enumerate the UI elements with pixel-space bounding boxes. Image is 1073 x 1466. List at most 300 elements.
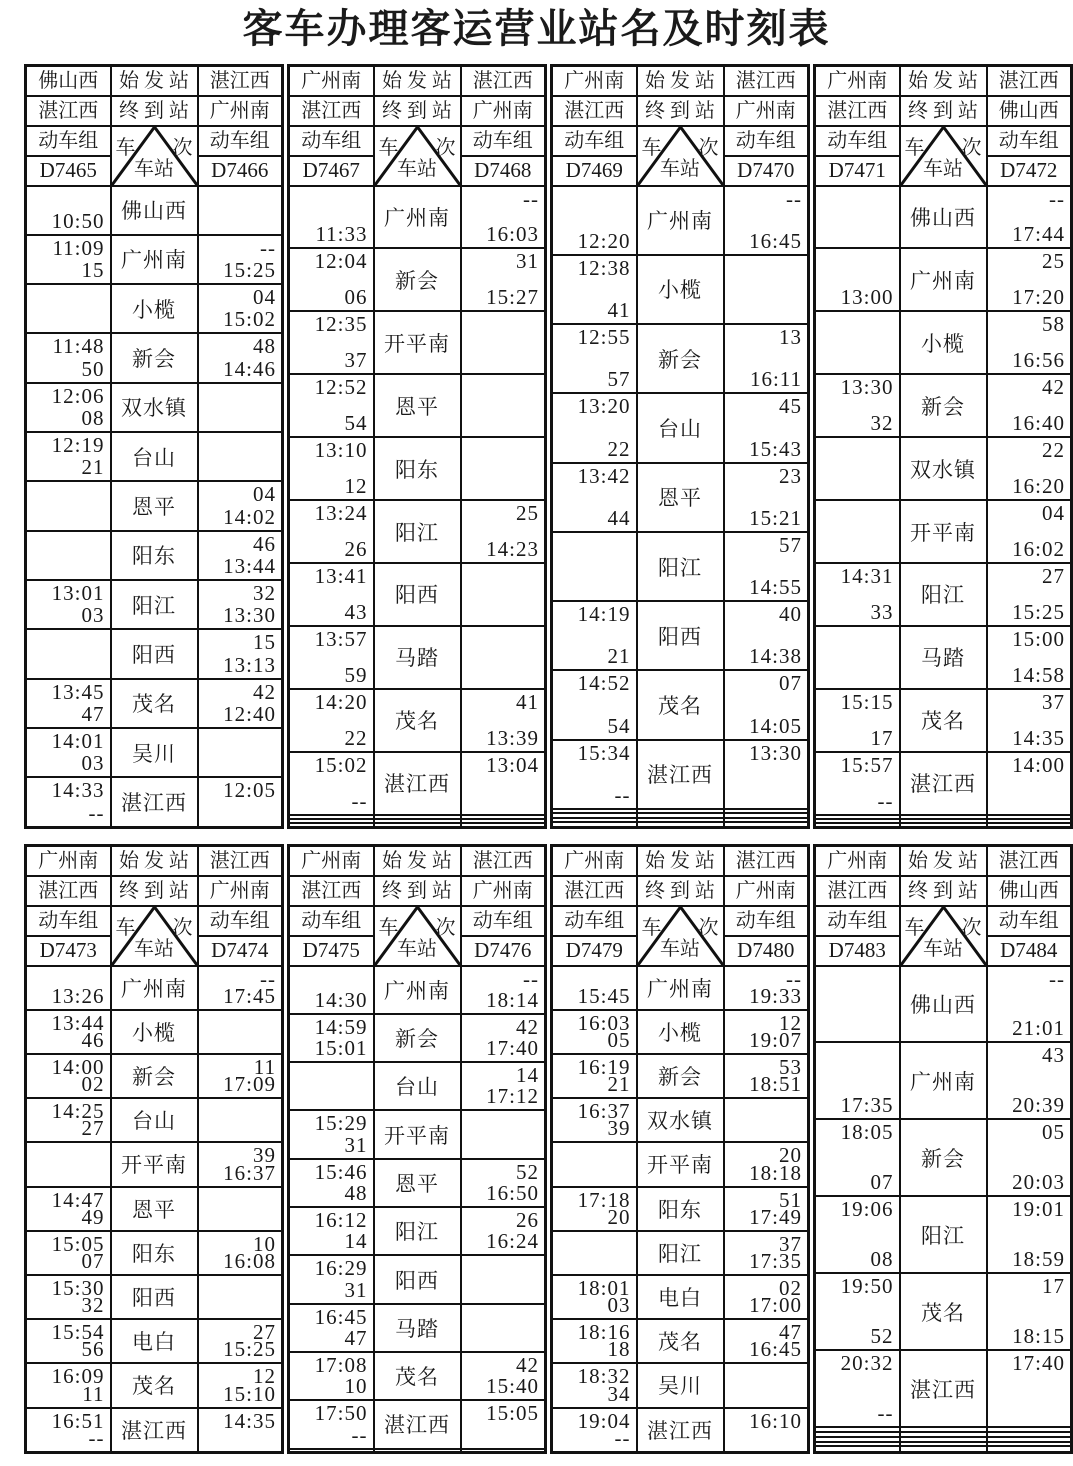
- down-time-cell: [289, 1352, 374, 1400]
- station-name: 新会: [111, 1054, 198, 1098]
- station-row: [552, 255, 809, 324]
- up-time-cell: [987, 311, 1072, 374]
- up-arrive-time: 14:02: [223, 504, 276, 529]
- down-time-cell: [552, 532, 637, 601]
- station-name: 佛山西: [111, 186, 198, 235]
- origin-row: [552, 846, 809, 876]
- station-row: [289, 689, 546, 752]
- up-depart-time: --: [786, 186, 802, 211]
- up-time-cell: [724, 255, 809, 324]
- number-char-label: 次: [698, 136, 719, 159]
- up-time-cell: [198, 432, 283, 481]
- down-depart-time: 15:01: [314, 1036, 368, 1061]
- train-number-station-diagonal-cell: [637, 126, 724, 186]
- station-name: 吴川: [111, 728, 198, 777]
- down-arrive-time: 13:30: [840, 375, 894, 400]
- down-arrive-time: 13:41: [314, 564, 368, 589]
- station-row: [815, 752, 1072, 815]
- up-arrive-time: 16:45: [749, 228, 802, 253]
- up-depart-time: 11: [253, 1054, 276, 1079]
- up-arrive-time: 16:24: [486, 1229, 539, 1254]
- terminal-label: 终 到 站: [111, 876, 198, 906]
- left-train-number: D7469: [552, 156, 637, 186]
- down-depart-time: --: [88, 801, 105, 825]
- station-name: 湛江西: [637, 1408, 724, 1453]
- down-arrive-time: 15:05: [51, 1231, 105, 1256]
- station-name: 新会: [374, 1014, 461, 1062]
- station-row: [815, 1196, 1072, 1273]
- down-depart-time: 10: [344, 1374, 368, 1399]
- station-label: 车站: [397, 157, 437, 180]
- up-depart-time: 15:05: [486, 1401, 539, 1426]
- left-train-number: D7483: [815, 936, 900, 966]
- down-arrive-time: 16:19: [577, 1054, 631, 1079]
- up-depart-time: 25: [1042, 249, 1065, 274]
- up-depart-time: 15:00: [1012, 626, 1065, 651]
- down-arrive-time: 13:01: [51, 581, 105, 605]
- down-time-cell: [26, 481, 111, 530]
- up-time-cell: [987, 437, 1072, 500]
- down-time-cell: [289, 752, 374, 815]
- down-time-cell: [552, 1098, 637, 1142]
- left-train-number: D7473: [26, 936, 111, 966]
- number-char-label: 次: [698, 916, 719, 939]
- down-depart-time: 49: [81, 1204, 105, 1229]
- up-arrive-time: 14:05: [749, 713, 802, 738]
- timetable-D7465-D7466: [24, 64, 284, 829]
- up-time-cell: [198, 629, 283, 678]
- down-time-cell: [289, 689, 374, 752]
- station-name: 茂名: [374, 689, 461, 752]
- up-depart-time: 13: [779, 325, 802, 350]
- up-time-cell: [461, 1449, 546, 1453]
- number-char-label: 次: [172, 916, 193, 939]
- station-label: 车站: [660, 157, 700, 180]
- down-depart-time: 31: [344, 1132, 368, 1157]
- up-depart-time: 14:35: [223, 1408, 276, 1433]
- left-train-origin: 佛山西: [26, 66, 111, 96]
- up-time-cell: [987, 1350, 1072, 1427]
- up-time-cell: [987, 1196, 1072, 1273]
- up-time-cell: [724, 1231, 809, 1275]
- left-train-terminal: 湛江西: [289, 96, 374, 126]
- up-time-cell: [724, 532, 809, 601]
- down-depart-time: 37: [344, 348, 368, 373]
- up-time-cell: [724, 1054, 809, 1098]
- station-row: [26, 1098, 283, 1142]
- up-arrive-time: 15:25: [223, 258, 276, 283]
- station-name: 茂名: [900, 1273, 987, 1350]
- down-depart-time: --: [877, 1401, 894, 1426]
- down-time-cell: [289, 1207, 374, 1255]
- down-arrive-time: 17:50: [314, 1401, 368, 1426]
- station-row: [815, 186, 1072, 249]
- down-arrive-time: 13:44: [51, 1010, 105, 1035]
- up-time-cell: [198, 1098, 283, 1142]
- down-depart-time: 12:20: [577, 228, 631, 253]
- up-depart-time: 12: [253, 1364, 276, 1389]
- up-depart-time: 48: [253, 334, 276, 359]
- station-row: [26, 679, 283, 728]
- station-name: 恩平: [111, 1187, 198, 1231]
- down-depart-time: 02: [81, 1072, 105, 1097]
- left-train-origin: 广州南: [26, 846, 111, 876]
- station-name: 茂名: [637, 670, 724, 739]
- right-train-origin: 湛江西: [987, 66, 1072, 96]
- up-depart-time: 14:00: [1012, 752, 1065, 777]
- down-time-cell: [26, 1054, 111, 1098]
- down-arrive-time: 16:03: [577, 1010, 631, 1035]
- station-name: 小榄: [637, 1010, 724, 1054]
- terminal-row: [289, 96, 546, 126]
- down-time-cell: [815, 500, 900, 563]
- down-depart-time: 03: [81, 603, 105, 628]
- empty-row: [289, 823, 546, 828]
- emu-row: [552, 906, 809, 936]
- station-name: 广州南: [900, 248, 987, 311]
- down-depart-time: 59: [344, 662, 368, 687]
- station-name: 台山: [374, 1062, 461, 1110]
- down-arrive-time: 15:02: [314, 752, 368, 777]
- up-arrive-time: 14:38: [749, 644, 802, 669]
- down-depart-time: 06: [344, 285, 368, 310]
- down-depart-time: 22: [607, 436, 631, 461]
- station-name: 开平南: [637, 1142, 724, 1186]
- station-row: [552, 601, 809, 670]
- down-time-cell: [815, 1042, 900, 1119]
- train-number-station-diagonal-cell: [111, 906, 198, 966]
- station-name: 双水镇: [900, 437, 987, 500]
- station-row: [289, 966, 546, 1014]
- down-depart-time: 57: [607, 367, 631, 392]
- up-time-cell: [461, 1255, 546, 1303]
- down-time-cell: [289, 1449, 374, 1453]
- up-arrive-time: 15:25: [223, 1337, 276, 1362]
- up-depart-time: 07: [779, 671, 802, 696]
- down-depart-time: 32: [81, 1293, 105, 1318]
- up-arrive-time: 18:59: [1012, 1247, 1065, 1272]
- up-arrive-time: 17:35: [749, 1248, 802, 1273]
- station-row: [289, 1304, 546, 1352]
- up-time-cell: [198, 580, 283, 629]
- down-time-cell: [289, 626, 374, 689]
- down-arrive-time: 18:01: [577, 1275, 631, 1300]
- up-arrive-time: 14:55: [749, 575, 802, 600]
- down-time-cell: [552, 740, 637, 809]
- down-time-cell: [289, 437, 374, 500]
- up-arrive-time: 16:11: [749, 367, 802, 392]
- station-name: 开平南: [900, 500, 987, 563]
- down-depart-time: 18: [607, 1337, 631, 1362]
- up-time-cell: [724, 822, 809, 827]
- terminal-row: [815, 876, 1072, 906]
- down-depart-time: 47: [344, 1326, 368, 1350]
- down-time-cell: [26, 1142, 111, 1186]
- up-depart-time: 45: [779, 394, 802, 419]
- emu-row: [815, 126, 1072, 156]
- station-row: [552, 1363, 809, 1407]
- up-arrive-time: 14:58: [1012, 662, 1065, 687]
- up-time-cell: [461, 752, 546, 815]
- up-time-cell: [461, 1352, 546, 1400]
- up-depart-time: 13:04: [486, 752, 539, 777]
- station-name: 茂名: [111, 1363, 198, 1407]
- down-time-cell: [815, 248, 900, 311]
- down-depart-time: 07: [870, 1170, 894, 1195]
- down-time-cell: [815, 1446, 900, 1452]
- down-time-cell: [552, 1319, 637, 1363]
- up-arrive-time: 19:07: [749, 1027, 802, 1052]
- up-time-cell: [198, 1231, 283, 1275]
- emu-label: 动车组: [26, 126, 111, 156]
- down-arrive-time: 17:18: [577, 1187, 631, 1212]
- station-name: 马踏: [900, 626, 987, 689]
- station-name: 小榄: [111, 1010, 198, 1054]
- left-train-origin: 广州南: [815, 846, 900, 876]
- down-depart-time: 21: [607, 644, 631, 669]
- down-depart-time: 50: [81, 356, 105, 381]
- down-depart-time: 20: [607, 1204, 631, 1229]
- station-name: 湛江西: [111, 1408, 198, 1453]
- up-time-cell: [724, 1010, 809, 1054]
- up-arrive-time: 17:00: [749, 1293, 802, 1318]
- empty-row: [289, 1449, 546, 1453]
- station-name: 湛江西: [111, 777, 198, 827]
- emu-label: 动车组: [815, 126, 900, 156]
- right-train-terminal: 广州南: [461, 876, 546, 906]
- up-depart-time: 22: [1042, 438, 1065, 463]
- up-time-cell: [724, 1142, 809, 1186]
- up-time-cell: [987, 500, 1072, 563]
- station-row: [815, 626, 1072, 689]
- station-row: [289, 1159, 546, 1207]
- up-time-cell: [461, 1400, 546, 1448]
- up-time-cell: [724, 324, 809, 393]
- up-depart-time: 42: [253, 679, 276, 704]
- timetable-D7473-D7474: [24, 844, 284, 1454]
- station-row: [289, 374, 546, 437]
- station-name: [637, 822, 724, 827]
- empty-row: [552, 822, 809, 827]
- station-name: 佛山西: [900, 966, 987, 1043]
- up-arrive-time: 17:40: [486, 1036, 539, 1061]
- down-time-cell: [552, 1275, 637, 1319]
- down-time-cell: [552, 393, 637, 462]
- station-row: [26, 728, 283, 777]
- down-depart-time: --: [351, 1422, 368, 1447]
- station-row: [26, 1231, 283, 1275]
- down-depart-time: 32: [870, 411, 894, 436]
- up-depart-time: --: [260, 235, 276, 260]
- station-label: 车站: [923, 157, 963, 180]
- left-train-terminal: 湛江西: [815, 876, 900, 906]
- up-depart-time: 42: [516, 1014, 539, 1039]
- train-char-label: 车: [378, 136, 399, 159]
- down-depart-time: 03: [81, 751, 105, 776]
- station-row: [26, 1363, 283, 1407]
- train-number-station-diagonal-cell: [900, 126, 987, 186]
- up-arrive-time: 19:33: [749, 983, 802, 1008]
- emu-label: 动车组: [987, 906, 1072, 936]
- up-time-cell: [461, 1014, 546, 1062]
- right-train-terminal: 广州南: [461, 96, 546, 126]
- up-time-cell: [724, 463, 809, 532]
- emu-label: 动车组: [987, 126, 1072, 156]
- station-row: [26, 235, 283, 284]
- station-name: 阳江: [637, 1231, 724, 1275]
- train-number-station-diagonal-cell: [374, 906, 461, 966]
- right-train-number: D7474: [198, 936, 283, 966]
- up-depart-time: 52: [516, 1159, 539, 1184]
- station-name: 新会: [637, 1054, 724, 1098]
- station-row: [26, 629, 283, 678]
- up-arrive-time: 14:46: [223, 356, 276, 381]
- station-row: [552, 324, 809, 393]
- up-time-cell: [198, 679, 283, 728]
- left-train-terminal: 湛江西: [552, 96, 637, 126]
- station-row: [26, 777, 283, 827]
- up-time-cell: [987, 248, 1072, 311]
- up-time-cell: [198, 777, 283, 827]
- station-row: [552, 1098, 809, 1142]
- station-name: 广州南: [374, 186, 461, 249]
- up-depart-time: --: [523, 966, 539, 991]
- station-row: [815, 689, 1072, 752]
- terminal-label: 终 到 站: [374, 96, 461, 126]
- up-depart-time: 53: [779, 1054, 802, 1079]
- up-time-cell: [724, 1187, 809, 1231]
- up-depart-time: 31: [516, 249, 539, 274]
- timetable-D7467-D7468: [287, 64, 547, 829]
- up-time-cell: [987, 823, 1072, 828]
- origin-row: [815, 846, 1072, 876]
- up-time-cell: [198, 1275, 283, 1319]
- down-arrive-time: 11:09: [52, 235, 105, 260]
- down-time-cell: [26, 1231, 111, 1275]
- station-row: [289, 1255, 546, 1303]
- up-time-cell: [724, 1319, 809, 1363]
- station-name: 小榄: [900, 311, 987, 374]
- station-row: [815, 1119, 1072, 1196]
- down-time-cell: [552, 601, 637, 670]
- down-time-cell: [26, 333, 111, 382]
- down-time-cell: [289, 823, 374, 828]
- down-depart-time: 33: [870, 599, 894, 624]
- left-train-number: D7465: [26, 156, 111, 186]
- right-train-terminal: 佛山西: [987, 96, 1072, 126]
- down-arrive-time: 12:38: [577, 255, 631, 280]
- down-depart-time: 07: [81, 1248, 105, 1273]
- right-train-number: D7480: [724, 936, 809, 966]
- down-arrive-time: 15:57: [840, 752, 894, 777]
- terminal-label: 终 到 站: [900, 876, 987, 906]
- station-name: 新会: [900, 1119, 987, 1196]
- terminal-label: 终 到 站: [111, 96, 198, 126]
- down-time-cell: [552, 1363, 637, 1407]
- emu-label: 动车组: [26, 906, 111, 936]
- down-arrive-time: 12:52: [314, 375, 368, 400]
- station-name: 双水镇: [637, 1098, 724, 1142]
- down-arrive-time: 13:57: [314, 626, 368, 651]
- station-name: 开平南: [374, 311, 461, 374]
- station-row: [289, 752, 546, 815]
- station-row: [26, 1319, 283, 1363]
- up-depart-time: 20: [779, 1143, 802, 1168]
- down-depart-time: 56: [81, 1337, 105, 1362]
- right-train-number: D7472: [987, 156, 1072, 186]
- down-arrive-time: 16:09: [51, 1364, 105, 1389]
- down-time-cell: [289, 500, 374, 563]
- down-time-cell: [26, 580, 111, 629]
- up-time-cell: [461, 1110, 546, 1158]
- station-row: [289, 626, 546, 689]
- station-name: 阳东: [111, 1231, 198, 1275]
- down-time-cell: [26, 383, 111, 432]
- station-name: [374, 1449, 461, 1453]
- station-row: [289, 1400, 546, 1448]
- up-time-cell: [461, 437, 546, 500]
- number-char-label: 次: [961, 916, 982, 939]
- down-depart-time: 52: [870, 1324, 894, 1349]
- down-arrive-time: 17:08: [314, 1353, 368, 1377]
- down-time-cell: [552, 1142, 637, 1186]
- down-arrive-time: 19:50: [840, 1274, 894, 1299]
- up-depart-time: 13:30: [749, 740, 802, 765]
- emu-label: 动车组: [552, 906, 637, 936]
- down-arrive-time: 15:30: [51, 1275, 105, 1300]
- down-time-cell: [26, 235, 111, 284]
- down-depart-time: 17: [870, 725, 894, 750]
- down-depart-time: 13:00: [840, 285, 894, 310]
- terminal-row: [26, 876, 283, 906]
- station-name: 佛山西: [900, 186, 987, 249]
- timetable-grid: [24, 64, 1073, 1454]
- up-arrive-time: 20:03: [1012, 1170, 1065, 1195]
- station-row: [289, 437, 546, 500]
- up-depart-time: 04: [253, 482, 276, 507]
- station-name: 湛江西: [637, 740, 724, 809]
- timetable-D7471-D7472: [813, 64, 1073, 829]
- left-train-origin: 广州南: [552, 66, 637, 96]
- up-depart-time: 16:10: [749, 1408, 802, 1433]
- station-row: [552, 463, 809, 532]
- station-name: 开平南: [111, 1142, 198, 1186]
- down-depart-time: 41: [607, 298, 631, 323]
- down-time-cell: [289, 1255, 374, 1303]
- up-time-cell: [724, 1098, 809, 1142]
- station-name: 阳江: [374, 500, 461, 563]
- terminal-row: [552, 876, 809, 906]
- up-time-cell: [724, 1363, 809, 1407]
- down-arrive-time: 12:19: [51, 433, 105, 458]
- train-char-label: 车: [904, 136, 925, 159]
- up-arrive-time: 15:02: [223, 307, 276, 332]
- down-time-cell: [552, 1408, 637, 1453]
- emu-row: [289, 906, 546, 936]
- down-time-cell: [26, 728, 111, 777]
- down-time-cell: [26, 531, 111, 580]
- up-depart-time: 23: [779, 463, 802, 488]
- up-time-cell: [987, 752, 1072, 815]
- origin-row: [289, 846, 546, 876]
- down-arrive-time: 13:24: [314, 501, 368, 526]
- down-depart-time: 26: [344, 537, 368, 562]
- right-train-origin: 湛江西: [987, 846, 1072, 876]
- up-arrive-time: 13:44: [223, 554, 276, 578]
- up-time-cell: [461, 689, 546, 752]
- number-char-label: 次: [435, 916, 456, 939]
- down-depart-time: --: [351, 788, 368, 813]
